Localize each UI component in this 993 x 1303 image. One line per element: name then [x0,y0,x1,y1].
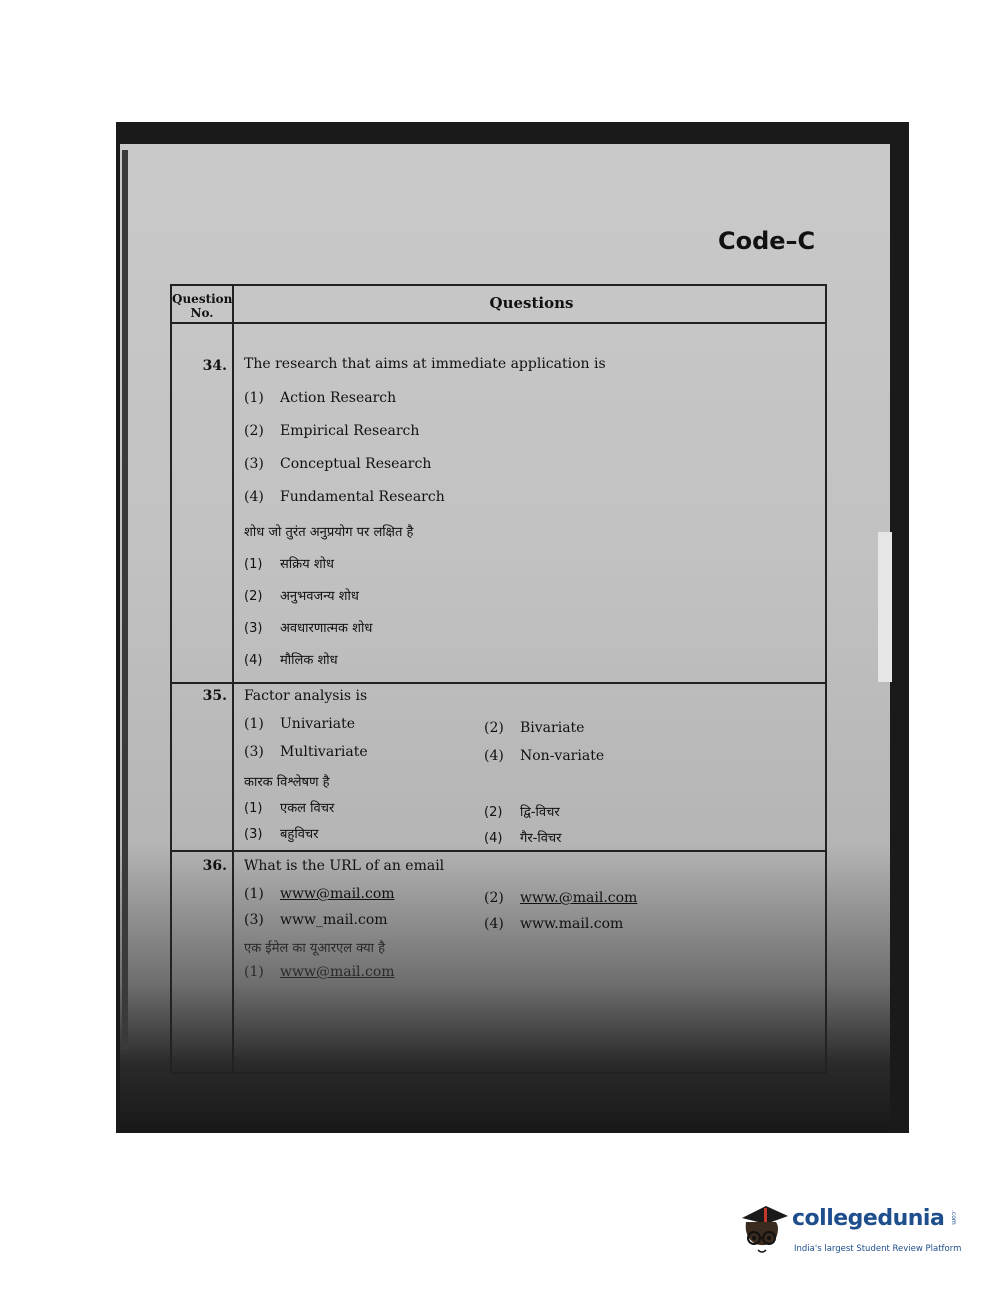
option: (2) Empirical Research [244,423,420,439]
question-text: Factor analysis is [244,688,368,704]
option: (3) www_mail.com [244,912,388,928]
option-hindi: (4) मौलिक शोध [244,653,338,668]
option: (4) Fundamental Research [244,489,445,505]
option: (1) www@mail.com [244,886,395,902]
option-hindi: (2) द्वि-विचर [484,805,560,820]
question-number: 36. [202,858,227,874]
collegedunia-logo [736,1198,966,1268]
header-question-no: Question No. [172,292,233,320]
scanned-photo [116,122,909,1133]
mascot-icon [736,1198,790,1258]
brand-com: .com [950,1210,957,1225]
option: (2) www.@mail.com [484,890,638,906]
paper-code: Code–C [718,227,816,255]
brand-tagline: India's largest Student Review Platform [794,1244,962,1254]
option-hindi: (1) एकल विचर [244,801,335,816]
option: (1) Action Research [244,390,397,406]
option: (4) www.mail.com [484,916,624,932]
paper-edge-shadow [122,150,128,1050]
option-hindi: (3) बहुविचर [244,827,319,842]
question-text: What is the URL of an email [244,858,445,874]
option-hindi: (2) अनुभवजन्य शोध [244,589,359,604]
exam-paper [120,144,890,1133]
option-hindi: (1) www@mail.com [244,964,395,980]
header-questions: Questions [489,294,574,312]
question-number: 35. [202,688,227,704]
paper-scrap [878,532,892,682]
option: (1) Univariate [244,716,355,732]
option: (2) Bivariate [484,720,585,736]
option-hindi: (3) अवधारणात्मक शोध [244,621,373,636]
brand-name: collegedunia [792,1206,945,1231]
question-text: The research that aims at immediate application is [244,356,606,372]
option: (4) Non-variate [484,748,605,764]
questions-table [170,284,827,1074]
question-text-hindi: शोध जो तुरंत अनुप्रयोग पर लक्षित है [244,525,414,540]
question-text-hindi: कारक विश्लेषण है [244,775,330,790]
option-hindi: (4) गैर-विचर [484,831,562,846]
option: (3) Multivariate [244,744,368,760]
question-text-hindi: एक ईमेल का यूआरएल क्या है [244,941,386,956]
option-hindi: (1) सक्रिय शोध [244,557,335,572]
option: (3) Conceptual Research [244,456,432,472]
question-number: 34. [202,358,227,374]
